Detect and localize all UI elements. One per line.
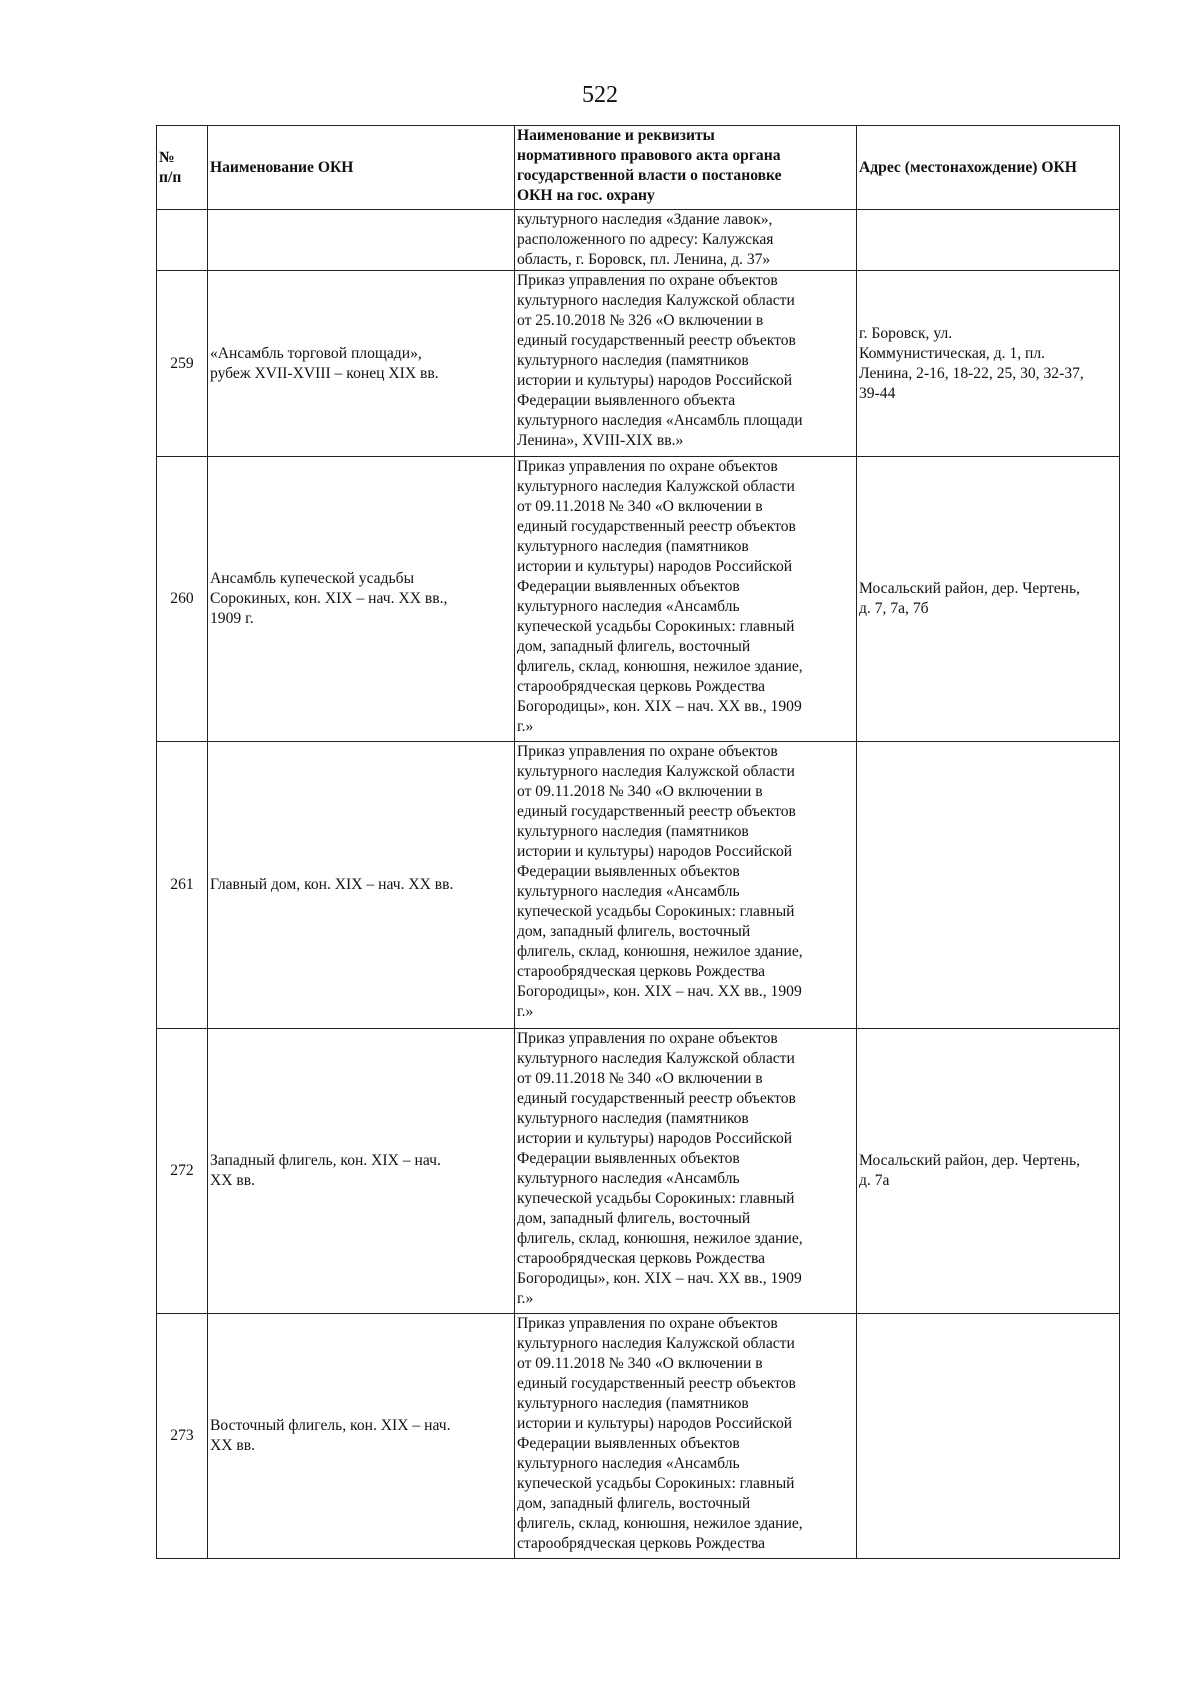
- table-row: [157, 210, 1120, 271]
- row-name: «Ансамбль торговой площади», рубеж XVII-XVIII – конец XIX вв.: [208, 271, 515, 457]
- row-act: Приказ управления по охране объектов культурного наследия Калужской области от 09.11.2018 № 340 «О включении в единый государственный реестр объектов культурного наследия (памятников истории и культуры) народов Российской Федерации выявленных объектов культурного наследия «Ансамбль купеческой усадьбы Сорокиных: главный дом, западный флигель, восточный флигель, склад, конюшня, нежилое здание, старообрядческая церковь Рождества: [515, 1314, 857, 1559]
- row-act: Приказ управления по охране объектов культурного наследия Калужской области от 09.11.2018 № 340 «О включении в единый государственный реестр объектов культурного наследия (памятников истории и культуры) народов Российской Федерации выявленных объектов культурного наследия «Ансамбль купеческой усадьбы Сорокиных: главный дом, западный флигель, восточный флигель, склад, конюшня, нежилое здание, старообрядческая церковь Рождества Богородицы», кон. XIX – нач. XX вв., 1909 г.»: [515, 1029, 857, 1314]
- header-num: № п/п: [157, 126, 208, 210]
- row-address: [857, 210, 1120, 271]
- row-name: Ансамбль купеческой усадьбы Сорокиных, кон. XIX – нач. XX вв., 1909 г.: [208, 457, 515, 742]
- table-row: [157, 1314, 1120, 1559]
- header-act: Наименование и реквизиты нормативного правового акта органа государственной власти о постановке ОКН на гос. охрану: [515, 126, 857, 210]
- table-row: [157, 1029, 1120, 1314]
- row-address: [857, 1314, 1120, 1559]
- row-name: Западный флигель, кон. XIX – нач. XX вв.: [208, 1029, 515, 1314]
- table-row: [157, 271, 1120, 457]
- page-number: 522: [582, 82, 618, 108]
- row-num: 272: [157, 1029, 208, 1314]
- table-row: [157, 457, 1120, 742]
- row-name: Главный дом, кон. XIX – нач. XX вв.: [208, 742, 515, 1029]
- table-header-row: [157, 126, 1120, 210]
- table-row: [157, 742, 1120, 1029]
- header-name: Наименование ОКН: [208, 126, 515, 210]
- row-num: [157, 210, 208, 271]
- row-num: 260: [157, 457, 208, 742]
- row-name: [208, 210, 515, 271]
- row-name: Восточный флигель, кон. XIX – нач. XX вв.: [208, 1314, 515, 1559]
- row-act: Приказ управления по охране объектов культурного наследия Калужской области от 09.11.2018 № 340 «О включении в единый государственный реестр объектов культурного наследия (памятников истории и культуры) народов Российской Федерации выявленных объектов культурного наследия «Ансамбль купеческой усадьбы Сорокиных: главный дом, западный флигель, восточный флигель, склад, конюшня, нежилое здание, старообрядческая церковь Рождества Богородицы», кон. XIX – нач. XX вв., 1909 г.»: [515, 457, 857, 742]
- row-act: Приказ управления по охране объектов культурного наследия Калужской области от 09.11.2018 № 340 «О включении в единый государственный реестр объектов культурного наследия (памятников истории и культуры) народов Российской Федерации выявленных объектов культурного наследия «Ансамбль купеческой усадьбы Сорокиных: главный дом, западный флигель, восточный флигель, склад, конюшня, нежилое здание, старообрядческая церковь Рождества Богородицы», кон. XIX – нач. XX вв., 1909 г.»: [515, 742, 857, 1029]
- row-num: 273: [157, 1314, 208, 1559]
- okn-table: [156, 125, 1120, 1559]
- row-num: 259: [157, 271, 208, 457]
- row-num: 261: [157, 742, 208, 1029]
- row-address: Мосальский район, дер. Чертень, д. 7а: [857, 1029, 1120, 1314]
- row-act: Приказ управления по охране объектов культурного наследия Калужской области от 25.10.2018 № 326 «О включении в единый государственный реестр объектов культурного наследия (памятников истории и культуры) народов Российской Федерации выявленного объекта культурного наследия «Ансамбль площади Ленина», XVIII-XIX вв.»: [515, 271, 857, 457]
- header-address: Адрес (местонахождение) ОКН: [857, 126, 1120, 210]
- row-address: [857, 742, 1120, 1029]
- row-address: г. Боровск, ул. Коммунистическая, д. 1, пл. Ленина, 2-16, 18-22, 25, 30, 32-37, 39-44: [857, 271, 1120, 457]
- row-act: культурного наследия «Здание лавок», расположенного по адресу: Калужская область, г. Боровск, пл. Ленина, д. 37»: [515, 210, 857, 271]
- row-address: Мосальский район, дер. Чертень, д. 7, 7а, 7б: [857, 457, 1120, 742]
